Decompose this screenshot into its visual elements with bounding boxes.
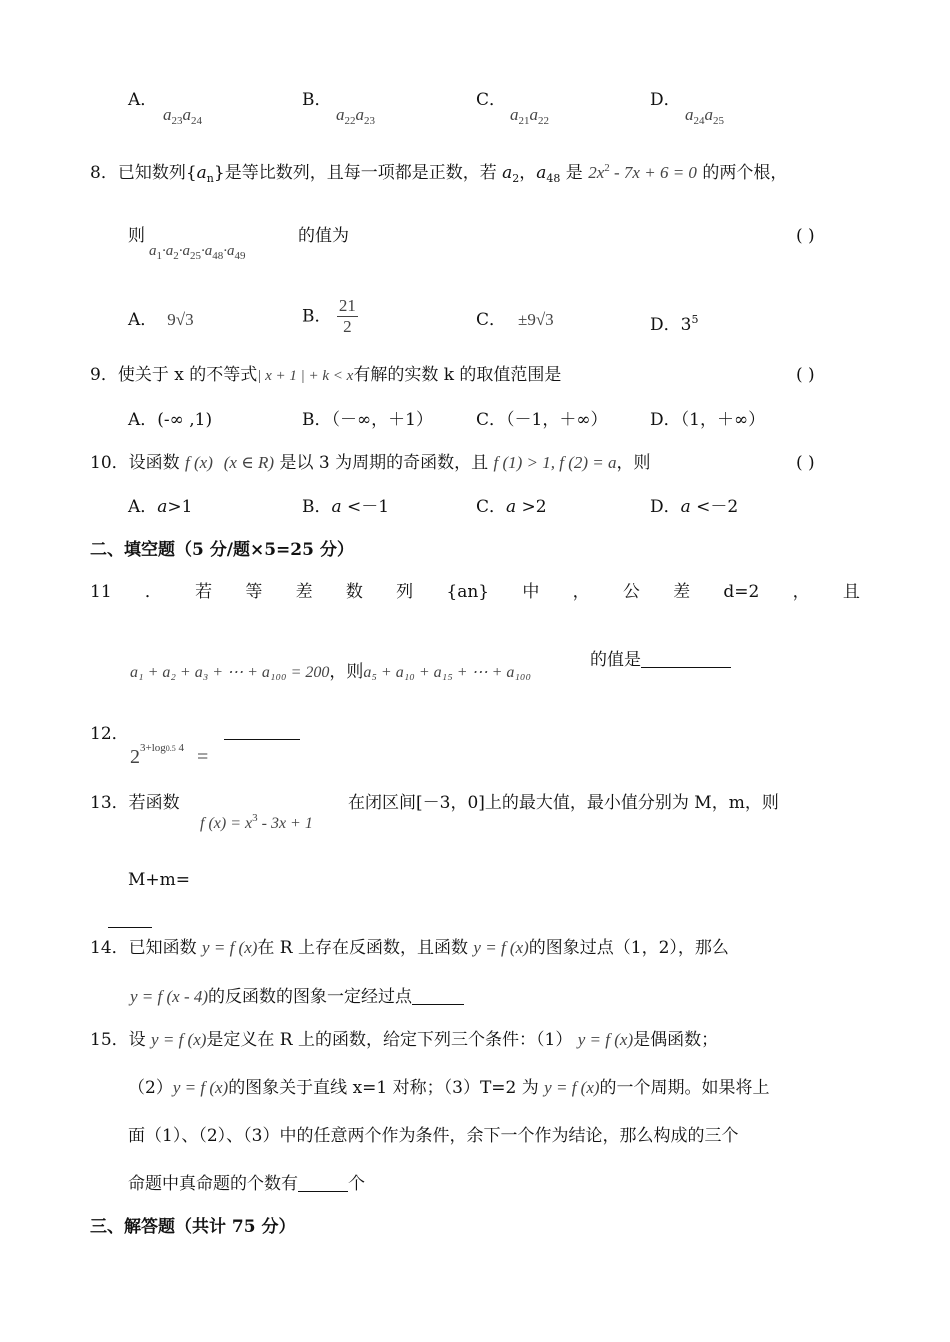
stem-text: 设 bbox=[128, 1030, 152, 1050]
equation bbox=[588, 163, 697, 182]
q10-option-d bbox=[650, 495, 738, 519]
math-expr: y = f (x) bbox=[577, 1030, 634, 1049]
option-value: （－∞，＋1） bbox=[331, 410, 433, 430]
q10-stem bbox=[90, 451, 651, 475]
option-value: (-∞ ,1) bbox=[157, 410, 213, 430]
option-label: D． bbox=[650, 410, 681, 430]
q15-line1 bbox=[90, 1028, 718, 1052]
q8-stem-line2 bbox=[128, 224, 145, 248]
q7-option-c bbox=[476, 88, 506, 112]
math-part: f (x) = x bbox=[200, 815, 253, 832]
stem-text: 已知函数 bbox=[128, 938, 203, 958]
q9-option-a bbox=[128, 408, 212, 432]
math-sub: 2 bbox=[512, 172, 520, 185]
q10-option-a bbox=[128, 495, 192, 519]
q8-option-a bbox=[128, 308, 194, 332]
math-sub: 25 bbox=[713, 115, 724, 127]
q9-stem bbox=[90, 363, 561, 388]
question-number: 11 bbox=[90, 582, 112, 602]
stem-text: 是定义在 R 上的函数，给定下列三个条件：（1） bbox=[206, 1030, 573, 1050]
stem-text: 使关于 x 的不等式 bbox=[117, 365, 258, 385]
q12-answer-blank[interactable] bbox=[224, 739, 300, 740]
option-value: 3 bbox=[680, 315, 692, 335]
math-sub: 22 bbox=[344, 115, 356, 127]
stem-text: 是 bbox=[560, 163, 589, 183]
stem-text: ，则 bbox=[616, 453, 651, 473]
math-var: a bbox=[506, 497, 517, 517]
q12-expr bbox=[130, 736, 208, 769]
math-var: ·a bbox=[162, 243, 174, 259]
stem-text: 的一个周期。如果将上 bbox=[599, 1078, 770, 1098]
math-expr: y = f (x) bbox=[151, 1030, 207, 1049]
q15-line3: 面（1）、（2）、（3）中的任意两个作为条件，余下一个作为结论，那么构成的三个 bbox=[128, 1126, 739, 1146]
stem-text: 在 R 上存在反函数，且函数 bbox=[257, 938, 474, 958]
answer-blank[interactable] bbox=[412, 986, 464, 1005]
stem-text: 的反函数的图象一定经过点 bbox=[208, 987, 413, 1007]
stem-char: {an} bbox=[446, 582, 490, 602]
question-number: 9． bbox=[90, 365, 118, 385]
stem-char: ， bbox=[792, 582, 810, 602]
math-sup: 3 bbox=[252, 812, 258, 824]
math-part: - 3x + 1 bbox=[257, 815, 313, 832]
q15-line2 bbox=[128, 1076, 770, 1100]
q14-line2 bbox=[130, 985, 464, 1009]
q13-stem-b: 在闭区间[－3，0]上的最大值，最小值分别为 M，m，则 bbox=[348, 793, 779, 813]
question-number: 8． bbox=[90, 163, 118, 183]
question-number: 13． bbox=[90, 793, 129, 813]
stem-char: 差 bbox=[295, 582, 313, 602]
math-expr: a₁ + a₂ + a₃ + ⋯ + a₁₀₀ = 200 bbox=[130, 664, 330, 681]
inequality: | x + 1 | + k < x bbox=[257, 368, 354, 384]
stem-char: ． bbox=[144, 582, 162, 602]
math-var: a bbox=[536, 163, 547, 183]
option-label: D． bbox=[650, 497, 681, 517]
option-label: A． bbox=[128, 310, 158, 330]
math-sub: 48 bbox=[546, 172, 561, 185]
section-heading-solutions: 三、解答题（共计 75 分） bbox=[90, 1217, 296, 1237]
option-label: B． bbox=[302, 497, 332, 517]
section-heading-fill-in: 二、填空题（5 分/题×5=25 分） bbox=[90, 540, 354, 560]
stem-text: }是等比数列，且每一项都是正数，若 bbox=[213, 163, 503, 183]
math-expr: a₅ + a₁₀ + a₁₅ + ⋯ + a₁₀₀ bbox=[363, 664, 532, 681]
q8-option-b bbox=[302, 296, 358, 337]
q8-stem-tail bbox=[298, 224, 349, 248]
stem-text: ， bbox=[519, 163, 537, 183]
math-sub: 24 bbox=[693, 115, 705, 127]
stem-text: 命题中真命题的个数有 bbox=[128, 1174, 298, 1194]
q11-stem bbox=[90, 580, 860, 604]
stem-text: 设函数 bbox=[128, 453, 186, 473]
question-number: 15． bbox=[90, 1030, 129, 1050]
option-value: 9√3 bbox=[167, 310, 194, 329]
option-value: （1，＋∞） bbox=[680, 410, 766, 430]
q13-function bbox=[200, 806, 313, 836]
q10-option-c bbox=[476, 495, 547, 519]
math-sub: 49 bbox=[234, 250, 246, 262]
math-var: a bbox=[502, 163, 513, 183]
math-sub: 25 bbox=[190, 250, 201, 262]
stem-char: 列 bbox=[396, 582, 414, 602]
q8-option-c bbox=[476, 308, 554, 332]
math-expr: y = f (x) bbox=[544, 1078, 600, 1097]
q15-line4 bbox=[128, 1172, 365, 1196]
stem-char: ， bbox=[572, 582, 590, 602]
option-label: D． bbox=[650, 315, 681, 335]
option-label: C． bbox=[476, 310, 507, 330]
math-expr: y = f (x) bbox=[172, 1078, 229, 1097]
answer-blank[interactable] bbox=[641, 649, 731, 668]
stem-char: 等 bbox=[245, 582, 263, 602]
eq-part: - 7x + 6 = 0 bbox=[609, 163, 697, 182]
stem-text: 个 bbox=[348, 1174, 365, 1194]
option-label: B． bbox=[302, 410, 332, 430]
math-sub: 48 bbox=[212, 250, 224, 262]
option-label: A． bbox=[128, 497, 158, 517]
stem-char: 数 bbox=[345, 582, 363, 602]
option-label: C． bbox=[476, 410, 507, 430]
math-sub: 21 bbox=[518, 115, 530, 127]
stem-text: 有解的实数 k 的取值范围是 bbox=[353, 365, 562, 385]
option-value: <－1 bbox=[341, 497, 390, 517]
question-number: 10． bbox=[90, 453, 129, 473]
eq-part: 2x bbox=[588, 163, 605, 182]
q11-tail bbox=[590, 648, 731, 672]
option-label: A． bbox=[128, 410, 158, 430]
stem-text: 的图象关于直线 x=1 对称；（3）T=2 为 bbox=[228, 1078, 545, 1098]
q7-option-c-math bbox=[510, 103, 549, 133]
q10-option-b bbox=[302, 495, 389, 519]
q13-stem-a bbox=[90, 791, 180, 815]
math-var: a bbox=[196, 163, 207, 183]
stem-text: ，则 bbox=[329, 662, 364, 682]
answer-blank[interactable] bbox=[298, 1173, 348, 1192]
q7-option-d bbox=[650, 88, 681, 112]
math-expr: y = f (x) bbox=[202, 938, 258, 957]
math-var: a bbox=[685, 105, 694, 124]
stem-text: 的两个根， bbox=[696, 163, 788, 183]
stem-char: 中 bbox=[522, 582, 540, 602]
math-var: ·a bbox=[223, 243, 235, 259]
stem-text: 的图象过点（1，2），那么 bbox=[528, 938, 729, 958]
stem-text: 的值是 bbox=[590, 650, 641, 670]
math-sub: 24 bbox=[191, 115, 202, 127]
option-label: B． bbox=[302, 90, 332, 110]
option-label: C． bbox=[476, 90, 507, 110]
math-exponent bbox=[140, 742, 184, 754]
exp-part: 4 bbox=[175, 742, 185, 754]
math-sub: 23 bbox=[171, 115, 183, 127]
math-expr: y = f (x - 4) bbox=[130, 987, 209, 1006]
math-sub: 2 bbox=[173, 250, 179, 262]
equals: = bbox=[192, 746, 209, 768]
math-expr: (x ∈ R) bbox=[223, 453, 275, 472]
option-value: （－1，＋∞） bbox=[506, 410, 608, 430]
math-var: a bbox=[331, 497, 342, 517]
q12-number: 12． bbox=[90, 724, 129, 744]
stem-char: 差 bbox=[673, 582, 691, 602]
option-label: C． bbox=[476, 497, 507, 517]
math-var: ·a bbox=[201, 243, 213, 259]
q7-option-b-math bbox=[336, 103, 375, 133]
stem-text: 已知数列{ bbox=[117, 163, 197, 183]
fraction bbox=[337, 296, 358, 337]
math-var: a bbox=[704, 105, 713, 124]
option-value: >2 bbox=[516, 497, 547, 517]
math-sub: 22 bbox=[538, 115, 549, 127]
q14-stem bbox=[90, 936, 729, 960]
stem-text: 是偶函数； bbox=[633, 1030, 719, 1050]
option-sup: 5 bbox=[691, 313, 699, 326]
math-var: a bbox=[510, 105, 519, 124]
q7-option-a-math bbox=[163, 103, 202, 133]
option-value: <－2 bbox=[690, 497, 739, 517]
option-value: >1 bbox=[167, 497, 193, 517]
math-var: a bbox=[157, 497, 168, 517]
q13-answer-blank[interactable] bbox=[108, 927, 152, 928]
q8-option-d bbox=[650, 308, 698, 337]
q9-option-d bbox=[650, 408, 765, 432]
stem-char: 且 bbox=[842, 582, 860, 602]
math-var: a bbox=[163, 105, 172, 124]
stem-char: d=2 bbox=[723, 582, 760, 602]
q11-line2 bbox=[130, 660, 531, 685]
math-sub: n bbox=[206, 172, 214, 185]
math-var: a bbox=[182, 105, 191, 124]
q9-answer-paren: ( ) bbox=[796, 365, 815, 385]
q7-option-d-math bbox=[685, 103, 724, 133]
math-var: a bbox=[149, 243, 157, 259]
stem-text: 是以 3 为周期的奇函数，且 bbox=[274, 453, 494, 473]
denominator: 2 bbox=[343, 317, 352, 336]
q7-option-b bbox=[302, 88, 332, 112]
q7-option-a bbox=[128, 88, 157, 112]
q9-option-c bbox=[476, 408, 608, 432]
math-var: a bbox=[680, 497, 691, 517]
math-expr: f (1) > 1, f (2) = a bbox=[493, 453, 617, 472]
question-number: 14． bbox=[90, 938, 129, 958]
math-var: a bbox=[336, 105, 345, 124]
option-label: A． bbox=[128, 90, 158, 110]
numerator: 21 bbox=[338, 296, 356, 315]
math-var: a bbox=[529, 105, 538, 124]
option-value: ±9√3 bbox=[518, 310, 554, 329]
math-var: a bbox=[355, 105, 364, 124]
q8-product bbox=[149, 239, 246, 268]
stem-char: 若 bbox=[195, 582, 213, 602]
stem-text: 则 bbox=[128, 226, 145, 246]
option-label: D． bbox=[650, 90, 681, 110]
stem-char: 公 bbox=[622, 582, 640, 602]
math-sub: 23 bbox=[364, 115, 375, 127]
stem-text: （2） bbox=[128, 1078, 173, 1098]
stem-text: 的值为 bbox=[298, 226, 349, 246]
q10-answer-paren: ( ) bbox=[796, 453, 815, 473]
q9-option-b bbox=[302, 408, 433, 432]
exp-sub: 0.5 bbox=[165, 744, 176, 753]
math-sub: 1 bbox=[156, 250, 162, 262]
math-expr: f (x) bbox=[185, 453, 213, 472]
q13-line2: M+m= bbox=[128, 870, 191, 890]
option-label: B． bbox=[302, 306, 332, 327]
math-base: 2 bbox=[130, 746, 140, 768]
math-expr: y = f (x) bbox=[473, 938, 529, 957]
stem-text: 若函数 bbox=[128, 793, 180, 813]
exp-part: 3+log bbox=[140, 742, 166, 754]
eq-sup: 2 bbox=[604, 162, 610, 174]
math-var: ·a bbox=[178, 243, 190, 259]
q8-answer-paren: ( ) bbox=[796, 226, 815, 246]
q8-stem bbox=[90, 156, 787, 191]
